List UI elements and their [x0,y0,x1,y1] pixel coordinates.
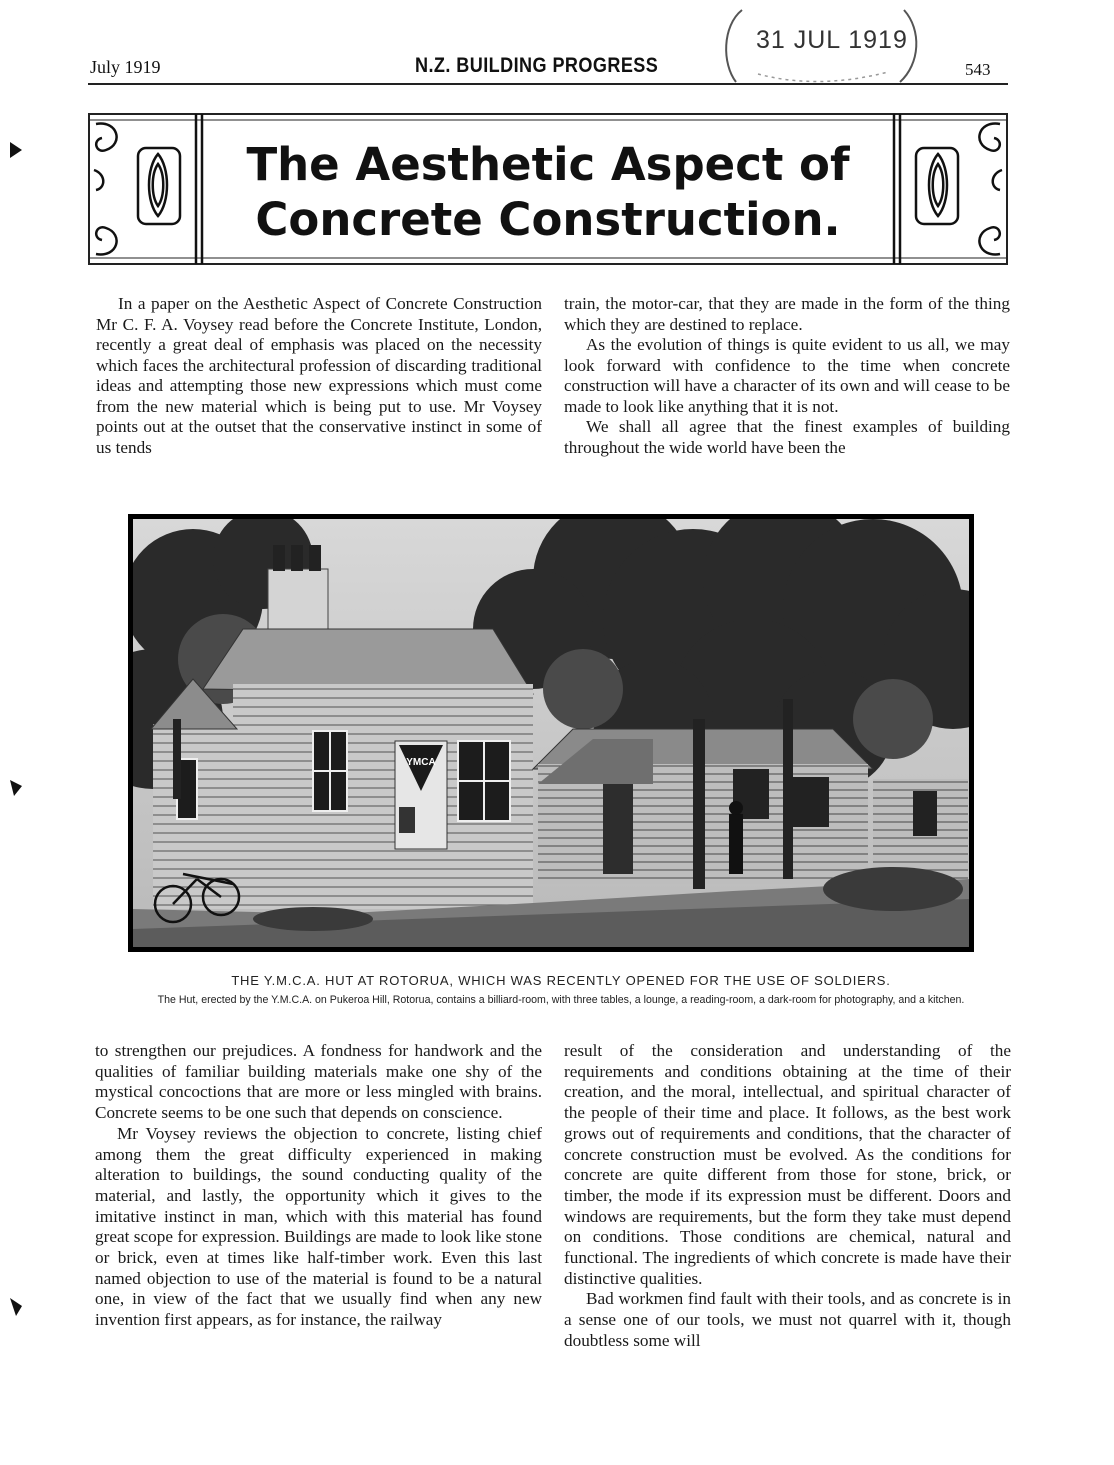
photo-caption: THE Y.M.C.A. HUT AT ROTORUA, WHICH WAS RECENTLY OPENED FOR THE USE OF SOLDIERS. [231,973,891,988]
paragraph: Bad workmen find fault with their tools, and as concrete is in a sense one of our tools, we must not quarrel with it, though doubtless some will [564,1289,1011,1350]
paragraph: Mr Voysey reviews the objection to concrete, listing chief among them the great difficulty experienced in making alteration to buildings, the sound conducting quality of the material, and lastly, the opportunity which it gives to the imitative instinct in man, which with this material has found great scope for expression. Buildings are made to look like stone or brick, even at times like half-timber work. Even this last named objection to use of the material is found to be a natural one, in view of the fact that we usually find when any new invention first appears, as for instance, the railway [95,1123,542,1330]
body-column-upper-left [96,294,542,458]
received-stamp [718,4,924,86]
page-number: 543 [965,60,991,79]
article-title-line-2: Concrete Construction. [255,193,841,246]
paragraph: result of the consideration and understanding of the requirements and conditions obtaining at the time of their creation, and the moral, intellectual, and spiritual character of the people of their time and place. It follows, as the best work grows out of requirements and conditions, that the character of concrete construction must be evolved. As the conditions for concrete are quite different from those for stone, brick, or timber, the mode if its expression must be different. Doors and windows are requirements, but the form they take must depend on conditions. Those conditions are chemical, natural and functional. The ingredients of which concrete is made have their distinctive qualities. [564,1041,1011,1288]
photo-subcaption: The Hut, erected by the Y.M.C.A. on Pukeroa Hill, Rotorua, contains a billiard-room, with three tables, a lounge, a reading-room, a dark-room for photography, and a kitchen. [157,994,965,1006]
issue-date: July 1919 [90,57,161,77]
paragraph: train, the motor-car, that they are made in the form of the thing which they are destined to replace. [564,294,1010,334]
photo-image [133,519,969,947]
article-title-frame [88,110,1008,268]
margin-arrow-icon [8,140,24,160]
paragraph: In a paper on the Aesthetic Aspect of Concrete Construction Mr C. F. A. Voysey read before the Concrete Institute, London, recently a great deal of emphasis was placed on the necessity which faces the architectural profession of discarding traditional ideas and attempting those new expressions which must come from the new material which is being put to use. Mr Voysey points out at the outset that the conservative instinct in some of us tends [96,294,542,457]
paragraph: As the evolution of things is quite evident to us all, we may look forward with confidence to the time when concrete construction will have a character of its own and will cease to be made to look like anything that it is not. [564,335,1010,416]
body-column-lower-left [95,1041,542,1331]
margin-arrow-icon [8,1296,24,1318]
ymca-hut-photo [128,514,974,952]
body-column-upper-right [564,294,1010,458]
paragraph: We shall all agree that the finest examples of building throughout the wide world have been the [564,417,1010,457]
article-title-line-1: The Aesthetic Aspect of [246,138,850,191]
ymca-sign-text: YMCA [406,757,436,768]
body-column-lower-right [564,1041,1011,1352]
margin-arrow-icon [8,778,24,798]
stamp-date: 31 JUL 1919 [756,26,908,54]
publication-title: N.Z. BUILDING PROGRESS [415,54,659,77]
paragraph: to strengthen our prejudices. A fondness for handwork and the qualities of familiar building materials make one shy of the mystical concoctions that are more or less mingled with brains. Concrete seems to be one such that depends on conscience. [95,1041,542,1123]
